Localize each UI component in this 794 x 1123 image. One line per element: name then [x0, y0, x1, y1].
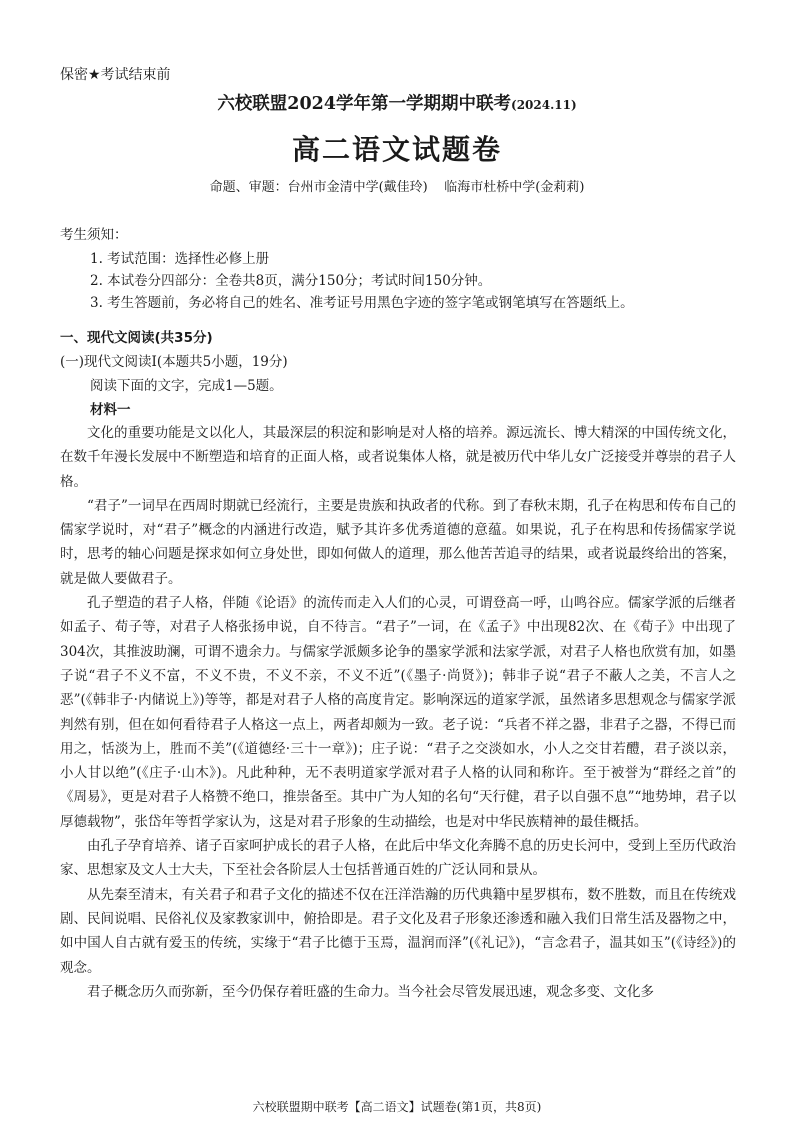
paragraph: 从先秦至清末，有关君子和君子文化的描述不仅在汪洋浩瀚的历代典籍中星罗棋布，数不胜数，而且在传统戏剧、民间说唱、民俗礼仪及家教家训中，俯拾即是。君子文化及君子形象还渗透和融入我们日常生活及器物之中，如中国人自古就有爱玉的传统，实缘于“君子比德于玉焉，温润而泽”(《礼记》)，“言念君子，温其如玉”(《诗经》)的观念。	[60, 886, 736, 976]
authors-line: 命题、审题：台州市金清中学(戴佳玲) 临海市杜桥中学(金莉莉)	[209, 180, 585, 195]
material-label: 材料一	[90, 402, 131, 418]
page-footer: 六校联盟期中联考【高二语文】试题卷(第1页，共8页)	[252, 1100, 542, 1114]
instruction: 阅读下面的文字，完成1—5题。	[90, 378, 283, 394]
reading-passage	[60, 421, 736, 1004]
notice-item: 1. 考试范围：选择性必修上册	[90, 251, 270, 267]
exam-date: (2024.11)	[511, 98, 577, 112]
notice-title: 考生须知：	[60, 227, 128, 243]
confidential-label: 保密★考试结束前	[60, 67, 171, 83]
exam-title-text: 六校联盟2024学年第一学期期中联考	[217, 94, 512, 114]
notice-item: 3. 考生答题前，务必将自己的姓名、准考证号用黑色字迹的签字笔或钢笔填写在答题纸上。	[90, 295, 634, 311]
paragraph: 孔子塑造的君子人格，伴随《论语》的流传而走入人们的心灵，可谓登高一呼，山鸣谷应。儒家学派的后继者如孟子、荀子等，对君子人格张扬申说，自不待言。“君子”一词，在《孟子》中出现82次、在《荀子》中出现了304次，其推波助澜，可谓不遗余力。与儒家学派颇多论争的墨家学派和法家学派，对君子人格也欣赏有加，如墨子说“君子不义不富，不义不贵，不义不亲，不义不近”(《墨子·尚贤》)；韩非子说“君子不蔽人之美，不言人之恶”(《韩非子·内储说上》)等等，都是对君子人格的高度肯定。影响深远的道家学派，虽然诸多思想观念与儒家学派判然有别，但在如何看待君子人格这一点上，两者却颇为一致。老子说：“兵者不祥之器，非君子之器，不得已而用之，恬淡为上，胜而不美”(《道德经·三十一章》)；庄子说：“君子之交淡如水，小人之交甘若醴，君子淡以亲，小人甘以绝”(《庄子·山木》)。凡此种种，无不表明道家学派对君子人格的认同和称许。至于被誉为“群经之首”的《周易》，更是对君子人格赞不绝口，推崇备至。其中广为人知的名句“天行健，君子以自强不息”“地势坤，君子以厚德载物”，张岱年等哲学家认为，这是对君子形象的生动描绘，也是对中华民族精神的最佳概括。	[60, 595, 736, 830]
paragraph: 文化的重要功能是文以化人，其最深层的积淀和影响是对人格的培养。源远流长、博大精深的中国传统文化，在数千年漫长发展中不断塑造和培育的正面人格，或者说集体人格，就是被历代中华儿女广泛接受并尊崇的君子人格。	[60, 425, 736, 490]
notice-item: 2. 本试卷分四部分：全卷共8页，满分150分；考试时间150分钟。	[90, 273, 492, 289]
section-title: 一、现代文阅读(共35分)	[60, 330, 213, 346]
paper-title: 高二语文试题卷	[291, 133, 502, 166]
paragraph: 君子概念历久而弥新，至今仍保存着旺盛的生命力。当今社会尽管发展迅速，观念多变、文化多	[87, 983, 654, 1000]
paragraph: 由孔子孕育培养、诸子百家呵护成长的君子人格，在此后中华文化奔腾不息的历史长河中，受到上至历代政治家、思想家及文人士大夫，下至社会各阶层人士包括普通百姓的广泛认同和景从。	[60, 838, 736, 879]
subsection-title: (一)现代文阅读Ⅰ(本题共5小题，19分)	[60, 354, 288, 370]
paragraph: “君子”一词早在西周时期就已经流行，主要是贵族和执政者的代称。到了春秋末期，孔子在构思和传布自己的儒家学说时，对“君子”概念的内涵进行改造，赋予其许多优秀道德的意蕴。如果说，孔子在构思和传扬儒家学说时，思考的轴心问题是探求如何立身处世，即如何做人的道理，那么他苦苦追寻的结果，或者说最终给出的答案，就是做人要做君子。	[60, 497, 736, 587]
exam-title	[0, 90, 794, 115]
